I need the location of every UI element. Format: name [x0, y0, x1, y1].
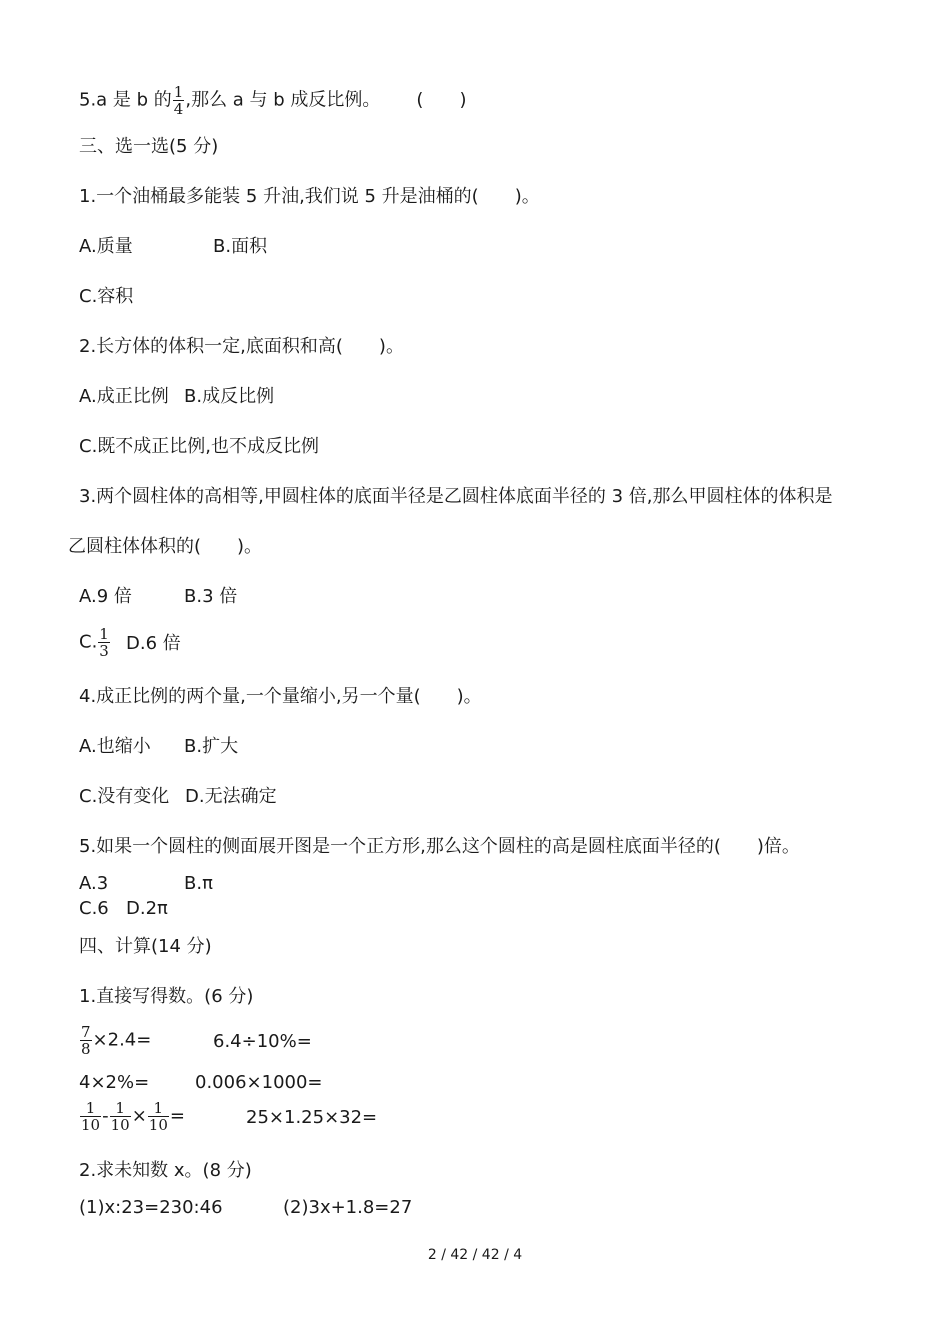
q3-option-b: B.3 倍 — [184, 586, 238, 607]
calc-expression-6: 25×1.25×32= — [246, 1107, 378, 1128]
fraction: $\frac{1}{10}$ — [110, 1099, 130, 1134]
calc-expression-4: 0.006×1000= — [195, 1072, 323, 1093]
equation-1: (1)x:23=230:46 — [79, 1197, 223, 1218]
section-3-heading: 三、选一选(5 分) — [79, 136, 219, 157]
q4-option-b: B.扩大 — [184, 736, 239, 757]
q3-option-a: A.9 倍 — [79, 586, 132, 607]
q5-option-c: C.6 — [79, 898, 109, 919]
q2-option-a: A.成正比例 — [79, 386, 169, 407]
q3-option-d: D.6 倍 — [126, 633, 181, 654]
q1-option-c: C.容积 — [79, 286, 134, 307]
fraction: $\frac{7}{8}$ — [81, 1023, 91, 1058]
section-4-heading: 四、计算(14 分) — [79, 936, 212, 957]
choice-question-5: 5.如果一个圆柱的侧面展开图是一个正方形,那么这个圆柱的高是圆柱底面半径的( )倍。 — [79, 836, 800, 857]
q5-option-b: B.π — [184, 873, 213, 894]
calc-expression-5: $\frac{1}{10}$ - $\frac{1}{10}$ × $\frac{1}{10}$ = — [81, 1099, 185, 1134]
page-number: 2 / 42 / 42 / 4 — [427, 1247, 523, 1263]
fraction: $\frac{1}{4}$ — [173, 83, 184, 118]
q4-option-c: C.没有变化 — [79, 786, 170, 807]
q5-option-a: A.3 — [79, 873, 109, 894]
answer-paren: ( ) — [416, 89, 467, 111]
fraction: $\frac{1}{3}$ — [99, 625, 109, 660]
choice-question-3-line-2: 乙圆柱体体积的( )。 — [68, 536, 263, 557]
q4-option-d: D.无法确定 — [185, 786, 277, 807]
q4-option-a: A.也缩小 — [79, 736, 151, 757]
calc-expression-3: 4×2%= — [79, 1072, 150, 1093]
fraction: $\frac{1}{10}$ — [148, 1099, 168, 1134]
fraction: $\frac{1}{10}$ — [81, 1099, 101, 1134]
choice-question-1: 1.一个油桶最多能装 5 升油,我们说 5 升是油桶的( )。 — [79, 186, 540, 207]
equation-2: (2)3x+1.8=27 — [283, 1197, 413, 1218]
choice-question-2: 2.长方体的体积一定,底面积和高( )。 — [79, 336, 404, 357]
q1-option-a: A.质量 — [79, 236, 133, 257]
judge-question-5: 5.a 是 b 的 $\frac{1}{4}$ ,那么 a 与 b 成反比例。 ( ) — [79, 83, 467, 118]
q3-option-c: C. $\frac{1}{3}$ — [79, 625, 109, 660]
calc-part-1-title: 1.直接写得数。(6 分) — [79, 986, 254, 1007]
calc-expression-1: $\frac{7}{8}$ ×2.4= — [81, 1023, 152, 1058]
choice-question-4: 4.成正比例的两个量,一个量缩小,另一个量( )。 — [79, 686, 482, 707]
q1-option-b: B.面积 — [213, 236, 268, 257]
choice-question-3-line-1: 3.两个圆柱体的高相等,甲圆柱体的底面半径是乙圆柱体底面半径的 3 倍,那么甲圆柱体的体积是 — [79, 486, 833, 507]
q2-option-c: C.既不成正比例,也不成反比例 — [79, 436, 320, 457]
q5-option-d: D.2π — [126, 898, 168, 919]
calc-expression-2: 6.4÷10%= — [213, 1031, 312, 1052]
calc-part-2-title: 2.求未知数 x。(8 分) — [79, 1160, 252, 1181]
q2-option-b: B.成反比例 — [184, 386, 275, 407]
